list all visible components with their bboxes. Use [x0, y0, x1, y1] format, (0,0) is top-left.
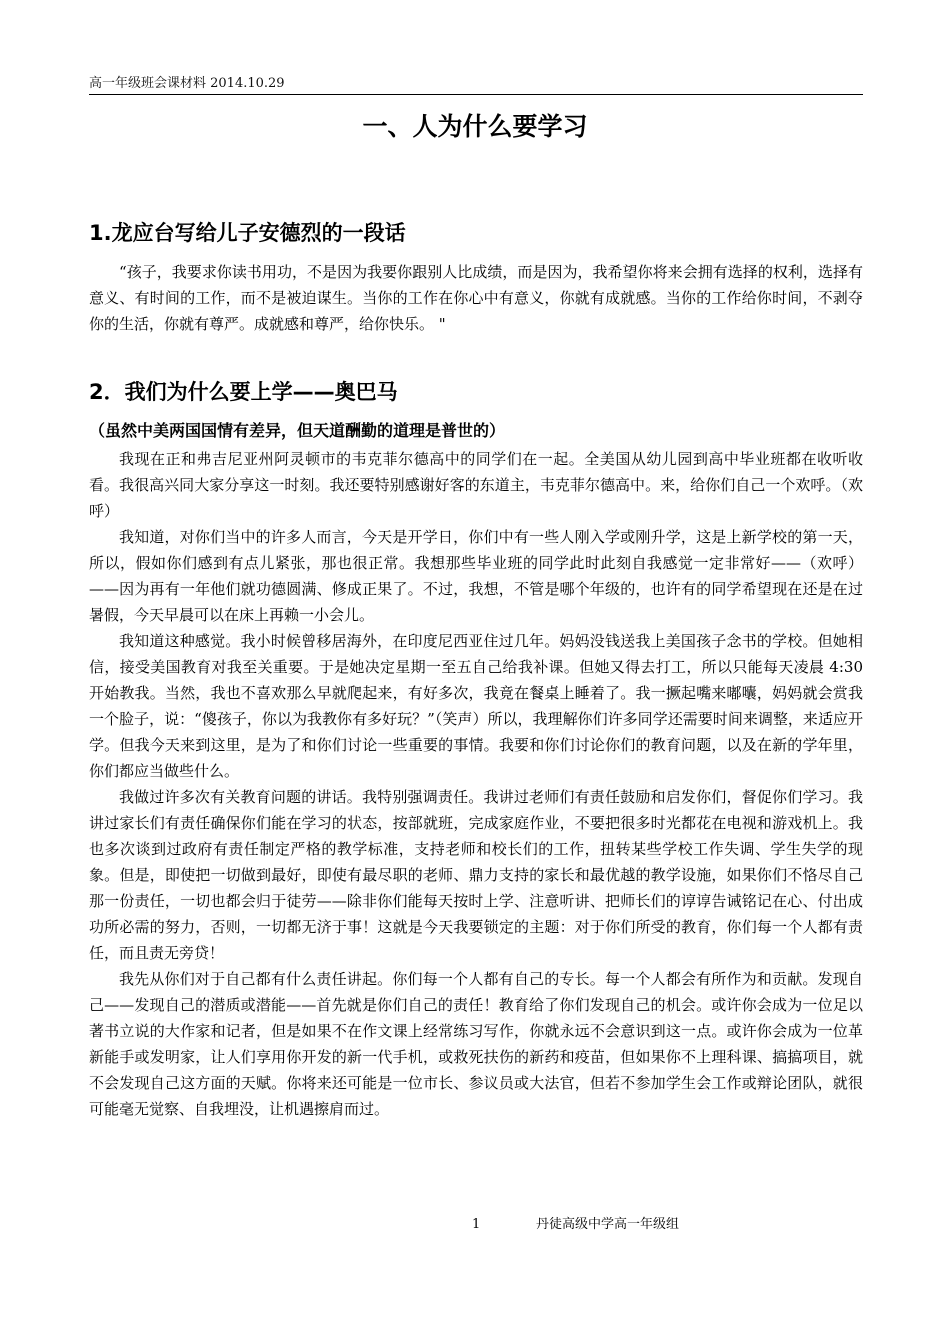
footer-school: 丹徒高级中学高一年级组 [536, 1217, 680, 1232]
document-title: 一、人为什么要学习 [362, 112, 588, 141]
section1-heading: 1.龙应台写给儿子安德烈的一段话 [89, 221, 406, 245]
section2-paragraph-5: 我先从你们对于自己都有什么责任讲起。你们每一个人都有自己的专长。每一个人都会有所作为和贡献。发现自己——发现自己的潜质或潜能——首先就是你们自己的责任！教育给了你们发现自己的机会。或许你会成为一位足以著书立说的大作家和记者，但是如果不在作文课上经常练习写作，你就永远不会意识到这一点。或许你会成为一位革新能手或发明家，让人们享用你开发的新一代手机，或救死扶伤的新药和疫苗，但如果你不上理科课、搞搞项目，就不会发现自己这方面的天赋。你将来还可能是一位市长、参议员或大法官，但若不参加学生会工作或辩论团队，就很可能毫无觉察、自我埋没，让机遇擦肩而过。 [89, 970, 863, 1118]
section2-body [89, 446, 863, 1122]
page-header: 高一年级班会课材料 2014.10.29 [89, 76, 863, 95]
section2-paragraph-4: 我做过许多次有关教育问题的讲话。我特别强调责任。我讲过老师们有责任鼓励和启发你们，督促你们学习。我讲过家长们有责任确保你们能在学习的状态，按部就班，完成家庭作业，不要把很多时光都花在电视和游戏机上。我也多次谈到过政府有责任制定严格的教学标准，支持老师和校长们的工作，扭转某些学校工作失调、学生失学的现象。但是，即使把一切做到最好，即使有最尽职的老师、鼎力支持的家长和最优越的教学设施，如果你们不恪尽自己那一份责任，一切也都会归于徒劳——除非你们能每天按时上学、注意听讲、把师长们的谆谆告诫铭记在心、付出成功所必需的努力，否则，一切都无济于事！这就是今天我要锁定的主题：对于你们所受的教育，你们每一个人都有责任，而且责无旁贷！ [89, 788, 863, 962]
section2-heading: 2．我们为什么要上学——奥巴马 [89, 380, 398, 404]
section2-paragraph-1: 我现在正和弗吉尼亚州阿灵顿市的韦克菲尔德高中的同学们在一起。全美国从幼儿园到高中毕业班都在收听收看。我很高兴同大家分享这一时刻。我还要特别感谢好客的东道主，韦克菲尔德高中。来，给你们自己一个欢呼。（欢呼） [89, 450, 863, 520]
section2-note: （虽然中美两国国情有差异，但天道酬勤的道理是普世的） [89, 421, 506, 440]
section2-paragraph-2: 我知道，对你们当中的许多人而言，今天是开学日，你们中有一些人刚入学或刚升学，这是上新学校的第一天，所以，假如你们感到有点儿紧张，那也很正常。我想那些毕业班的同学此时此刻自我感觉一定非常好——（欢呼）——因为再有一年他们就功德圆满、修成正果了。不过，我想，不管是哪个年级的，也许有的同学希望现在还是在过暑假，今天早晨可以在床上再赖一小会儿。 [89, 528, 863, 624]
section1-paragraph: “孩子，我要求你读书用功，不是因为我要你跟别人比成绩，而是因为，我希望你将来会拥有选择的权利，选择有意义、有时间的工作，而不是被迫谋生。当你的工作在你心中有意义，你就有成就感。当你的工作给你时间，不剥夺你的生活，你就有尊严。成就感和尊严，给你快乐。 " [89, 263, 863, 333]
page-number: 1 [472, 1217, 481, 1232]
section2-paragraph-3: 我知道这种感觉。我小时候曾移居海外，在印度尼西亚住过几年。妈妈没钱送我上美国孩子念书的学校。但她相信，接受美国教育对我至关重要。于是她决定星期一至五自己给我补课。但她又得去打工，所以只能每天凌晨 4:30 开始教我。当然，我也不喜欢那么早就爬起来，有好多次，我竟在餐桌上睡着了。我一撅起嘴来嘟囔，妈妈就会赏我一个脸子，说：“傻孩子，你以为我教你有多好玩？”（笑声）所以，我理解你们许多同学还需要时间来调整，来适应开学。但我今天来到这里，是为了和你们讨论一些重要的事情。我要和你们讨论你们的教育问题，以及在新的学年里，你们都应当做些什么。 [89, 632, 863, 780]
section1-body [89, 259, 863, 337]
